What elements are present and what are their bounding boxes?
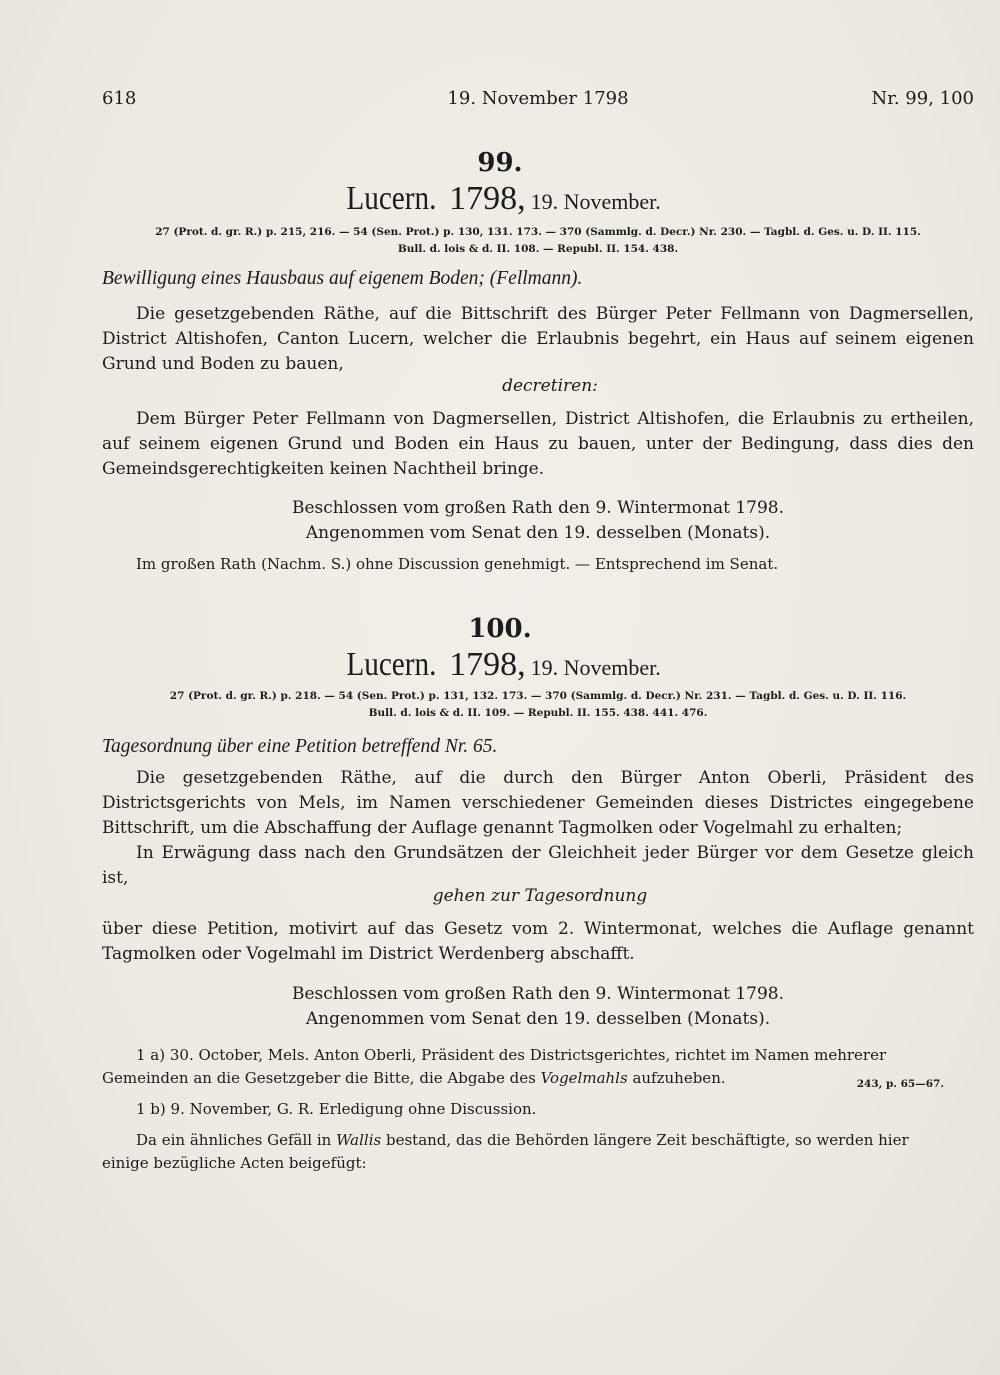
preamble-99: [102, 302, 974, 377]
resolved-99: Beschlossen vom großen Rath den 9. Wintermonat 1798.: [291, 498, 784, 518]
note-1a-line2: [102, 1067, 974, 1090]
reference-line: Bull. d. lois & d. II. 108. — Republ. II. 154. 438.: [397, 243, 679, 255]
note-line: Im großen Rath (Nachm. S.) ohne Discussion genehmigt. — Entsprechend im Senat.: [136, 555, 779, 573]
title-year: 1798,: [449, 180, 526, 217]
note-99: [102, 553, 974, 576]
closing-line2: einige bezügliche Acten beigefügt:: [102, 1154, 367, 1172]
preamble-paragraph: Die gesetzgebenden Räthe, auf die durch den Bürger Anton Oberli, Präsident des Districtsgerichts von Mels, im Namen verschiedener Gemeinden dieses Districtes eingegebene Bittschrift, um die Abschaffung der Auflage genannt Tagmolken oder Vogelmahl zu erhalten;: [102, 768, 974, 838]
section-number-99: 99.: [477, 148, 523, 178]
preamble-paragraph: Die gesetzgebenden Räthe, auf die Bittschrift des Bürger Peter Fellmann von Dagmersellen, District Altishofen, Canton Lucern, welcher die Erlaubnis begehrt, ein Haus auf seinem eigenen Grund und Boden zu bauen,: [102, 304, 974, 374]
preamble-100: [102, 766, 974, 891]
note-text: Gemeinden an die Gesetzgeber die Bitte, die Abgabe des: [102, 1069, 536, 1087]
subject-100: Tagesordnung über eine Petition betreffend Nr. 65.: [102, 736, 498, 757]
decision-paragraph: Dem Bürger Peter Fellmann von Dagmersellen, District Altishofen, die Erlaubnis zu ertheilen, auf seinem eigenen Grund und Boden ein Haus zu bauen, unter der Bedingung, dass dies den Gemeindsgerechtigkeiten keinen Nachtheil bringe.: [102, 409, 974, 479]
closing-text: bestand, das die Behörden längere Zeit beschäftigte, so werden hier: [386, 1131, 909, 1149]
closing-line1: [102, 1129, 974, 1152]
reference-line: 27 (Prot. d. gr. R.) p. 215, 216. — 54 (Sen. Prot.) p. 130, 131. 173. — 370 (Sammlg. d. Decr.) Nr. 230. — Tagbl. d. Ges. u. D. II. 115.: [155, 226, 921, 238]
header-numbers: Nr. 99, 100: [871, 88, 974, 109]
accepted-100: Angenommen vom Senat den 19. desselben (Monats).: [305, 1009, 771, 1029]
title-year: 1798,: [449, 646, 526, 683]
subject-99: Bewilligung eines Hausbaus auf eigenem Boden; (Fellmann).: [102, 268, 583, 289]
note-text: aufzuheben.: [632, 1069, 726, 1087]
note-1a-line1: 1 a) 30. October, Mels. Anton Oberli, Präsident des Districtsgerichtes, richtet im Namen mehrerer: [136, 1046, 887, 1064]
references-100: [102, 688, 974, 722]
notes-100: [102, 1044, 974, 1175]
reference-line: Bull. d. lois & d. II. 109. — Republ. II. 155. 438. 441. 476.: [368, 707, 708, 719]
title-date: 19. November.: [530, 655, 661, 680]
header-date: 19. November 1798: [447, 88, 629, 109]
decision-word-100: gehen zur Tagesordnung: [432, 886, 648, 906]
decision-100: [102, 917, 974, 967]
consideration-paragraph: In Erwägung dass nach den Grundsätzen der Gleichheit jeder Bürger vor dem Gesetze gleich ist,: [102, 843, 974, 888]
reference-line: 27 (Prot. d. gr. R.) p. 218. — 54 (Sen. Prot.) p. 131, 132. 173. — 370 (Sammlg. d. Decr.) Nr. 231. — Tagbl. d. Ges. u. D. II. 116.: [169, 690, 907, 702]
decision-word-99: decretiren:: [502, 376, 598, 396]
note-1b: 1 b) 9. November, G. R. Erledigung ohne Discussion.: [136, 1100, 537, 1118]
title-place: Lucern.: [346, 646, 437, 683]
title-date: 19. November.: [530, 189, 661, 214]
title-place: Lucern.: [346, 180, 437, 217]
decision-paragraph: über diese Petition, motivirt auf das Gesetz vom 2. Wintermonat, welches die Auflage genannt Tagmolken oder Vogelmahl im District Werdenberg abschafft.: [102, 919, 974, 964]
note-italic-term: Vogelmahls: [540, 1069, 628, 1087]
references-99: [102, 224, 974, 258]
page-number: 618: [102, 88, 137, 109]
section-title-99: [0, 180, 1000, 218]
closing-text: Da ein ähnliches Gefäll in: [136, 1131, 332, 1149]
resolved-100: Beschlossen vom großen Rath den 9. Wintermonat 1798.: [291, 984, 784, 1004]
note-reference: 243, p. 65—67.: [856, 1078, 944, 1090]
running-header: [102, 88, 974, 118]
decision-99: [102, 407, 974, 482]
closing-italic-term: Wallis: [336, 1131, 382, 1149]
section-title-100: [0, 646, 1000, 684]
section-number-100: 100.: [468, 614, 532, 644]
accepted-99: Angenommen vom Senat den 19. desselben (Monats).: [305, 523, 771, 543]
